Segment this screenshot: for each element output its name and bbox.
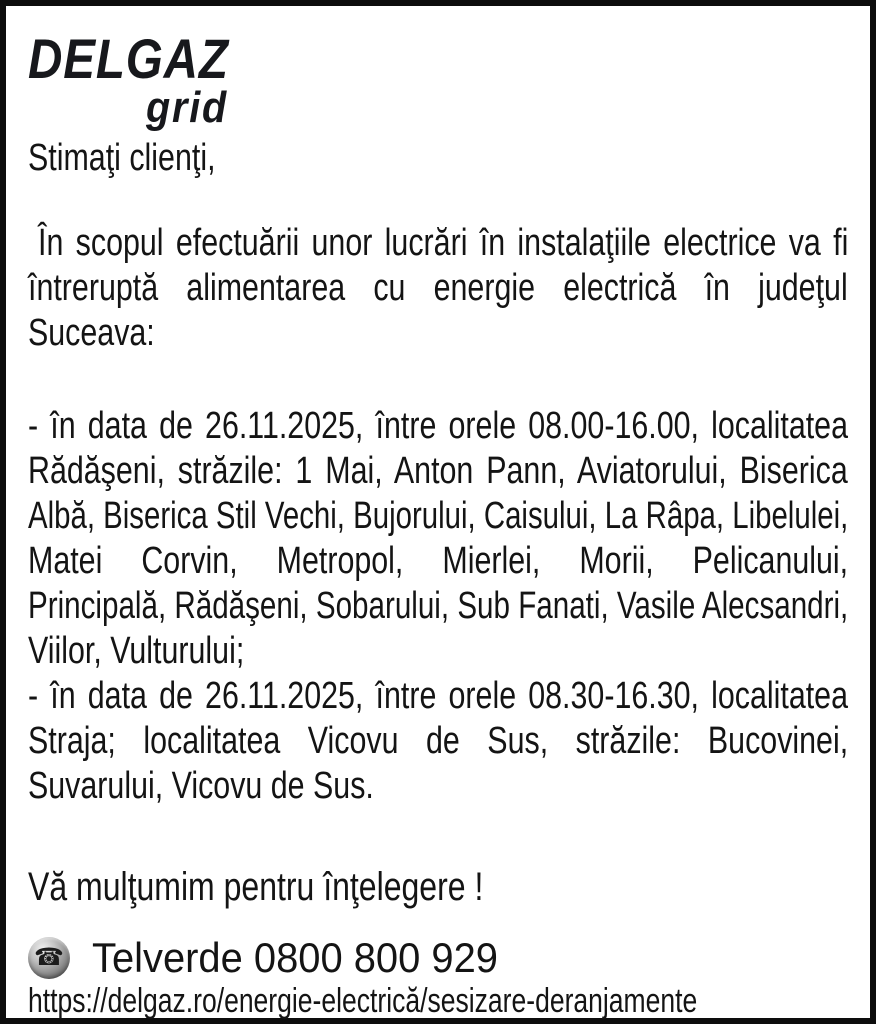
outage-line: Matei Corvin, Metropol, Mierlei, Morii, Pelicanului, (28, 540, 849, 582)
footer-phone-row (28, 936, 848, 980)
telephone-glyph: ☎ (34, 944, 64, 971)
brand-name: DELGAZ (28, 27, 229, 90)
outage-entry-radaseni (28, 404, 848, 674)
footer-url: https://delgaz.ro/energie-electrică/sesizare-deranjamente (28, 982, 698, 1020)
phone-label: Telverde 0800 800 929 (92, 934, 498, 981)
greeting-text: Stimaţi clienţi, (28, 137, 216, 179)
outage-line: - în data de 26.11.2025, între orele 08.30-16.30, localitatea (28, 675, 848, 717)
outage-line: Suvarului, Vicovu de Sus. (28, 765, 374, 807)
outage-line: Principală, Rădăşeni, Sobarului, Sub Fanati, Vasile Alecsandri, (28, 585, 849, 627)
intro-line: În scopul efectuării unor lucrări în instalaţiile electrice va fi (38, 222, 849, 264)
outage-line: Viilor, Vulturului; (28, 630, 245, 672)
outage-line: Albă, Biserica Stil Vechi, Bujorului, Caisului, La Râpa, Libelulei, (28, 495, 849, 537)
intro-line: întreruptă alimentarea cu energie electrică în judeţul (28, 267, 848, 309)
intro-paragraph (28, 221, 848, 356)
outage-line: Rădăşeni, străzile: 1 Mai, Anton Pann, Aviatorului, Biserica (28, 450, 848, 492)
closing-text: Vă mulţumim pentru înţelegere ! (28, 865, 484, 909)
outage-line: Straja; localitatea Vicovu de Sus, străzile: Bucovinei, (28, 720, 849, 762)
outage-line: - în data de 26.11.2025, între orele 08.00-16.00, localitatea (28, 405, 848, 447)
outage-entry-straja-vicovu (28, 674, 848, 809)
intro-line: Suceava: (28, 312, 155, 354)
delgaz-logo (28, 27, 848, 132)
brand-subname: grid (146, 83, 228, 132)
telephone-icon (28, 937, 70, 979)
